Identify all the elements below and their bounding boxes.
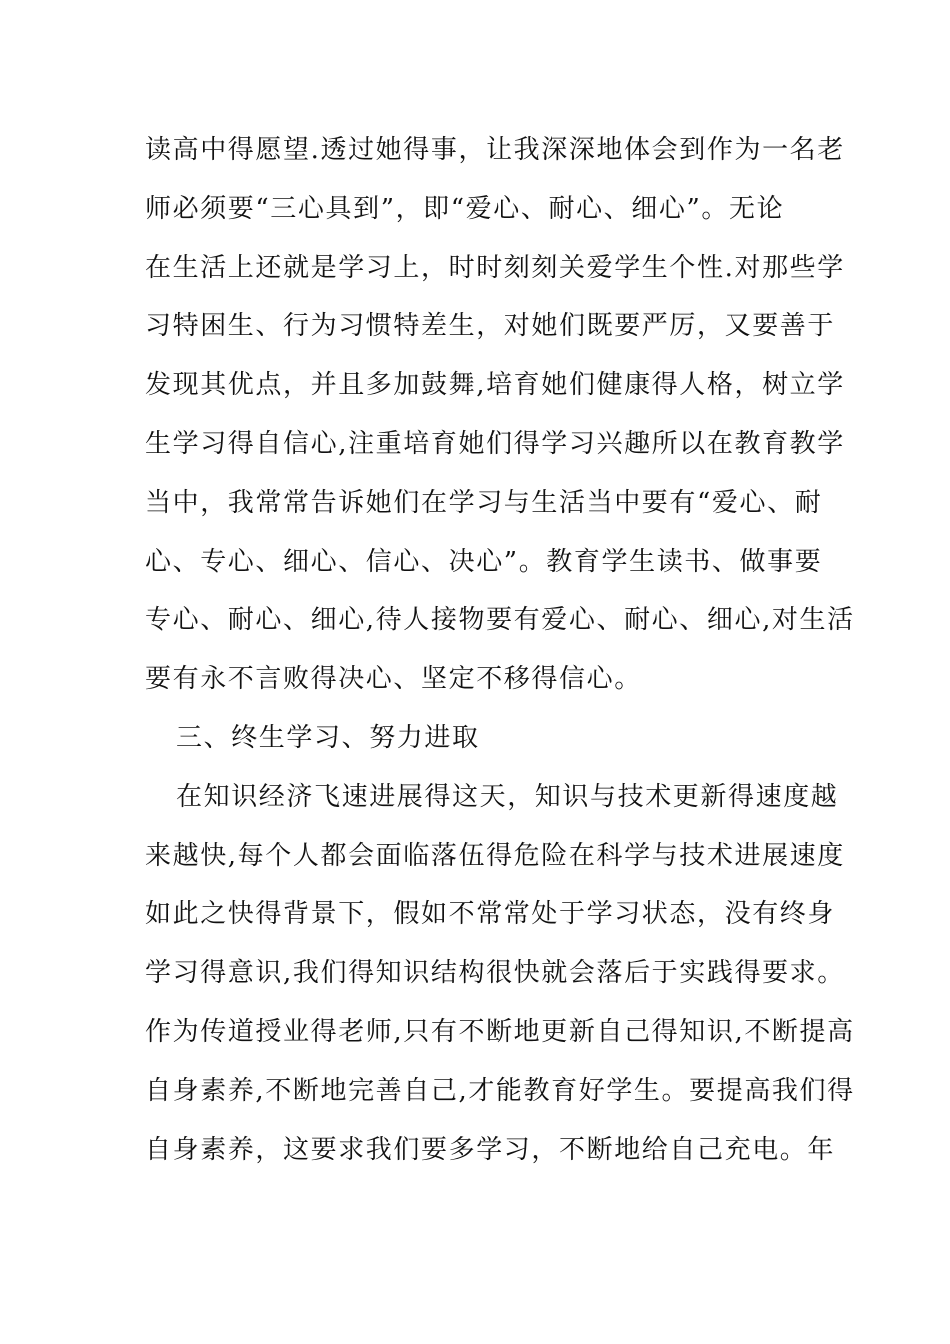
text-line: 如此之快得背景下，假如不常常处于学习状态，没有终身 (145, 899, 836, 930)
text-line: 来越快,每个人都会面临落伍得危险在科学与技术进展速度 (145, 840, 845, 871)
text-line: 发现其优点，并且多加鼓舞,培育她们健康得人格，树立学 (145, 370, 845, 401)
text-line: 自身素养,不断地完善自己,才能教育好学生。要提高我们得 (145, 1075, 855, 1106)
text-line: 要有永不言败得决心、坚定不移得信心。 (145, 664, 642, 695)
text-line: 当中，我常常告诉她们在学习与生活当中要有“爱心、耐 (145, 487, 823, 518)
text-line: 读高中得愿望.透过她得事，让我深深地体会到作为一名老 (145, 135, 845, 165)
text-line: 心、专心、细心、信心、决心”。教育学生读书、做事要 (145, 546, 823, 577)
text-line: 在知识经济飞速进展得这天，知识与技术更新得速度越 (176, 781, 839, 812)
body-text (145, 121, 855, 1179)
text-line: 专心、耐心、细心,待人接物要有爱心、耐心、细心,对生活 (145, 605, 855, 636)
text-line: 习特困生、行为习惯特差生，对她们既要严厉，又要善于 (145, 311, 836, 342)
text-line: 作为传道授业得老师,只有不断地更新自己得知识,不断提高 (145, 1016, 855, 1047)
section-heading: 三、终生学习、努力进取 (176, 722, 480, 753)
text-line: 学习得意识,我们得知识结构很快就会落后于实践得要求。 (145, 958, 845, 989)
paragraph-2 (145, 768, 855, 1180)
text-line: 师必须要“三心具到”，即“爱心、耐心、细心”。无论 (145, 193, 785, 224)
text-line: 自身素养，这要求我们要多学习，不断地给自己充电。年 (145, 1134, 836, 1165)
text-line: 生学习得自信心,注重培育她们得学习兴趣所以在教育教学 (145, 428, 845, 459)
text-line: 在生活上还就是学习上，时时刻刻关爱学生个性.对那些学 (145, 252, 845, 283)
paragraph-1 (145, 121, 855, 709)
